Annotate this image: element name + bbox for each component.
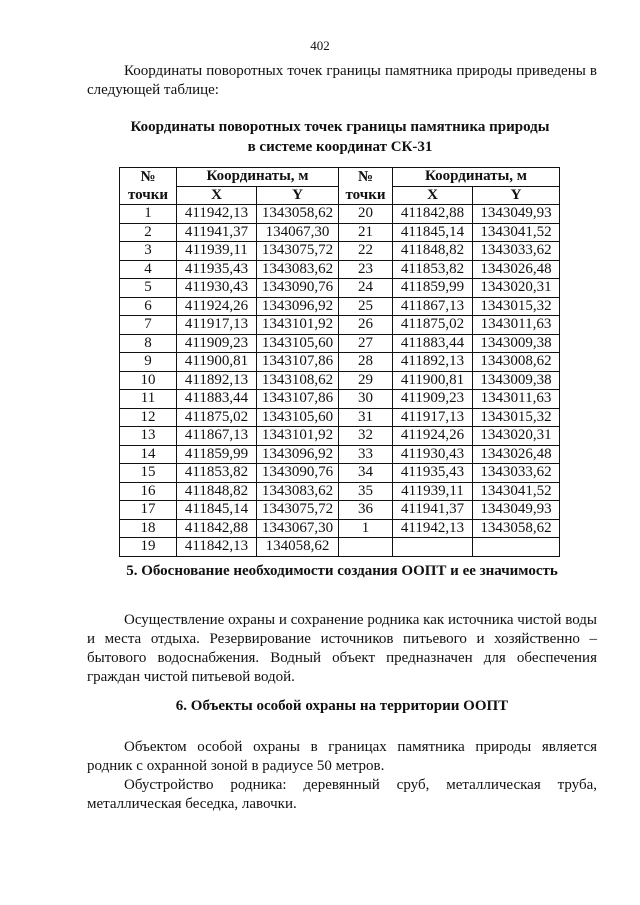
table-row — [120, 334, 560, 353]
cell-y-value: 1343020,31 — [473, 427, 560, 446]
cell-point-number: 15 — [120, 464, 177, 483]
cell-y-value: 1343090,76 — [257, 279, 339, 298]
cell-y-value: 1343058,62 — [473, 519, 560, 538]
cell-y-value: 1343033,62 — [473, 242, 560, 261]
cell-point-number: 6 — [120, 297, 177, 316]
header-y-right: Y — [473, 186, 560, 205]
cell-point-number: 36 — [339, 501, 393, 520]
table-title-line2: в системе координат СК-31 — [247, 139, 433, 155]
cell-x-value: 411853,82 — [177, 464, 257, 483]
cell-x-value: 411909,23 — [393, 390, 473, 409]
cell-point-number: 24 — [339, 279, 393, 298]
header-coordinates-left: Координаты, м — [177, 168, 339, 187]
cell-x-value: 411842,88 — [393, 205, 473, 224]
table-row — [120, 242, 560, 261]
cell-point-number: 33 — [339, 445, 393, 464]
table-row — [120, 464, 560, 483]
cell-point-number: 35 — [339, 482, 393, 501]
cell-y-value: 1343105,60 — [257, 334, 339, 353]
cell-x-value: 411942,13 — [177, 205, 257, 224]
table-row — [120, 371, 560, 390]
cell-x-value: 411941,37 — [177, 223, 257, 242]
cell-point-number: 9 — [120, 353, 177, 372]
cell-x-value: 411900,81 — [393, 371, 473, 390]
cell-y-value: 1343107,86 — [257, 353, 339, 372]
cell-y-value: 1343049,93 — [473, 205, 560, 224]
section5-text: Осуществление охраны и сохранение родника как источника чистой воды и места отдыха. Резервирование источников питьевого и хозяйственно – бытового водоснабжения. Водный объект предназначен для обеспечения граждан чистой питьевой водой. — [87, 612, 597, 685]
table-body — [120, 205, 560, 557]
cell-point-number: 18 — [120, 519, 177, 538]
cell-y-value: 1343049,93 — [473, 501, 560, 520]
cell-y-value: 1343101,92 — [257, 427, 339, 446]
cell-point-number: 7 — [120, 316, 177, 335]
cell-x-value: 411939,11 — [177, 242, 257, 261]
cell-y-value: 1343011,63 — [473, 316, 560, 335]
table-row — [120, 519, 560, 538]
cell-point-number: 14 — [120, 445, 177, 464]
cell-x-value: 411859,99 — [177, 445, 257, 464]
cell-y-value: 1343107,86 — [257, 390, 339, 409]
cell-y-value: 1343009,38 — [473, 371, 560, 390]
cell-point-number: 3 — [120, 242, 177, 261]
cell-point-number: 22 — [339, 242, 393, 261]
cell-y-value: 1343026,48 — [473, 445, 560, 464]
cell-y-value: 1343101,92 — [257, 316, 339, 335]
cell-x-value: 411924,26 — [177, 297, 257, 316]
cell-x-value: 411883,44 — [177, 390, 257, 409]
table-row — [120, 408, 560, 427]
table-title — [110, 117, 570, 157]
cell-x-value: 411917,13 — [393, 408, 473, 427]
cell-x-value: 411930,43 — [177, 279, 257, 298]
table-row — [120, 260, 560, 279]
cell-y-value: 1343020,31 — [473, 279, 560, 298]
cell-x-value: 411842,88 — [177, 519, 257, 538]
cell-x-value: 411924,26 — [393, 427, 473, 446]
cell-point-number: 4 — [120, 260, 177, 279]
table-row — [120, 482, 560, 501]
header-y-left: Y — [257, 186, 339, 205]
table-row — [120, 279, 560, 298]
cell-x-value: 411935,43 — [177, 260, 257, 279]
cell-point-number: 12 — [120, 408, 177, 427]
cell-y-value: 1343075,72 — [257, 242, 339, 261]
cell-point-number: 28 — [339, 353, 393, 372]
cell-x-value: 411867,13 — [393, 297, 473, 316]
header-point-number: № — [120, 168, 177, 187]
cell-point-number: 5 — [120, 279, 177, 298]
table-row — [120, 445, 560, 464]
header-x-right: X — [393, 186, 473, 205]
cell-y-value: 1343041,52 — [473, 223, 560, 242]
table-row — [120, 205, 560, 224]
cell-x-value: 411848,82 — [177, 482, 257, 501]
coordinates-table — [119, 167, 560, 557]
header-point-label-right: точки — [339, 186, 393, 205]
cell-point-number: 19 — [120, 538, 177, 557]
cell-x-value: 411935,43 — [393, 464, 473, 483]
cell-x-value: 411892,13 — [393, 353, 473, 372]
intro-text: Координаты поворотных точек границы памятника природы приведены в следующей таблице: — [87, 63, 597, 98]
cell-y-value: 134058,62 — [257, 538, 339, 557]
cell-y-value: 1343058,62 — [257, 205, 339, 224]
cell-y-value: 1343096,92 — [257, 445, 339, 464]
cell-x-value: 411845,14 — [393, 223, 473, 242]
cell-x-value: 411842,13 — [177, 538, 257, 557]
cell-y-value: 1343011,63 — [473, 390, 560, 409]
cell-y-value: 1343108,62 — [257, 371, 339, 390]
cell-point-number: 34 — [339, 464, 393, 483]
table-row — [120, 501, 560, 520]
page-number: 402 — [310, 38, 330, 53]
section6-paragraph2 — [87, 776, 597, 814]
cell-x-value: 411875,02 — [177, 408, 257, 427]
cell-y-value: 1343090,76 — [257, 464, 339, 483]
cell-x-value: 411859,99 — [393, 279, 473, 298]
cell-x-value: 411848,82 — [393, 242, 473, 261]
cell-y-value: 1343105,60 — [257, 408, 339, 427]
cell-point-number: 21 — [339, 223, 393, 242]
cell-y-value: 1343067,30 — [257, 519, 339, 538]
cell-point-number: 1 — [339, 519, 393, 538]
table-title-line1: Координаты поворотных точек границы памятника природы — [130, 119, 550, 135]
cell-point-number — [339, 538, 393, 557]
cell-point-number: 13 — [120, 427, 177, 446]
section6-heading: 6. Объекты особой охраны на территории ООПТ — [175, 698, 509, 714]
cell-x-value: 411909,23 — [177, 334, 257, 353]
header-point-number-right: № — [339, 168, 393, 187]
cell-point-number: 32 — [339, 427, 393, 446]
cell-point-number: 30 — [339, 390, 393, 409]
header-coordinates-right: Координаты, м — [393, 168, 560, 187]
cell-x-value: 411853,82 — [393, 260, 473, 279]
cell-point-number: 20 — [339, 205, 393, 224]
cell-point-number: 17 — [120, 501, 177, 520]
cell-point-number: 1 — [120, 205, 177, 224]
table-row — [120, 316, 560, 335]
table-row — [120, 223, 560, 242]
cell-x-value: 411939,11 — [393, 482, 473, 501]
section6-paragraph1 — [87, 738, 597, 776]
header-point-label: точки — [120, 186, 177, 205]
table-row — [120, 538, 560, 557]
cell-point-number: 25 — [339, 297, 393, 316]
table-row — [120, 353, 560, 372]
table-row — [120, 297, 560, 316]
cell-point-number: 31 — [339, 408, 393, 427]
cell-x-value: 411917,13 — [177, 316, 257, 335]
cell-point-number: 29 — [339, 371, 393, 390]
section6-text1: Объектом особой охраны в границах памятника природы является родник с охранной зоной в радиусе 50 метров. — [87, 739, 597, 774]
cell-y-value: 1343033,62 — [473, 464, 560, 483]
cell-y-value: 1343083,62 — [257, 260, 339, 279]
cell-y-value: 1343008,62 — [473, 353, 560, 372]
cell-x-value: 411867,13 — [177, 427, 257, 446]
table-row — [120, 390, 560, 409]
cell-y-value: 1343083,62 — [257, 482, 339, 501]
cell-point-number: 8 — [120, 334, 177, 353]
cell-y-value: 1343015,32 — [473, 297, 560, 316]
section5-heading: 5. Обоснование необходимости создания ООПТ и ее значимость — [126, 563, 558, 579]
cell-x-value: 411900,81 — [177, 353, 257, 372]
cell-x-value: 411875,02 — [393, 316, 473, 335]
header-x-left: X — [177, 186, 257, 205]
cell-x-value — [393, 538, 473, 557]
cell-y-value — [473, 538, 560, 557]
cell-x-value: 411930,43 — [393, 445, 473, 464]
cell-x-value: 411845,14 — [177, 501, 257, 520]
intro-paragraph — [87, 62, 597, 100]
section5-paragraph — [87, 611, 597, 687]
cell-point-number: 16 — [120, 482, 177, 501]
cell-point-number: 11 — [120, 390, 177, 409]
cell-point-number: 2 — [120, 223, 177, 242]
cell-y-value: 1343015,32 — [473, 408, 560, 427]
cell-y-value: 1343075,72 — [257, 501, 339, 520]
cell-x-value: 411892,13 — [177, 371, 257, 390]
cell-point-number: 23 — [339, 260, 393, 279]
section6-text2: Обустройство родника: деревянный сруб, металлическая труба, металлическая беседка, лавочки. — [87, 777, 597, 812]
cell-point-number: 10 — [120, 371, 177, 390]
cell-y-value: 1343041,52 — [473, 482, 560, 501]
cell-y-value: 1343026,48 — [473, 260, 560, 279]
cell-x-value: 411941,37 — [393, 501, 473, 520]
table-row — [120, 427, 560, 446]
cell-y-value: 1343009,38 — [473, 334, 560, 353]
cell-point-number: 26 — [339, 316, 393, 335]
cell-x-value: 411942,13 — [393, 519, 473, 538]
cell-y-value: 134067,30 — [257, 223, 339, 242]
cell-y-value: 1343096,92 — [257, 297, 339, 316]
cell-x-value: 411883,44 — [393, 334, 473, 353]
cell-point-number: 27 — [339, 334, 393, 353]
